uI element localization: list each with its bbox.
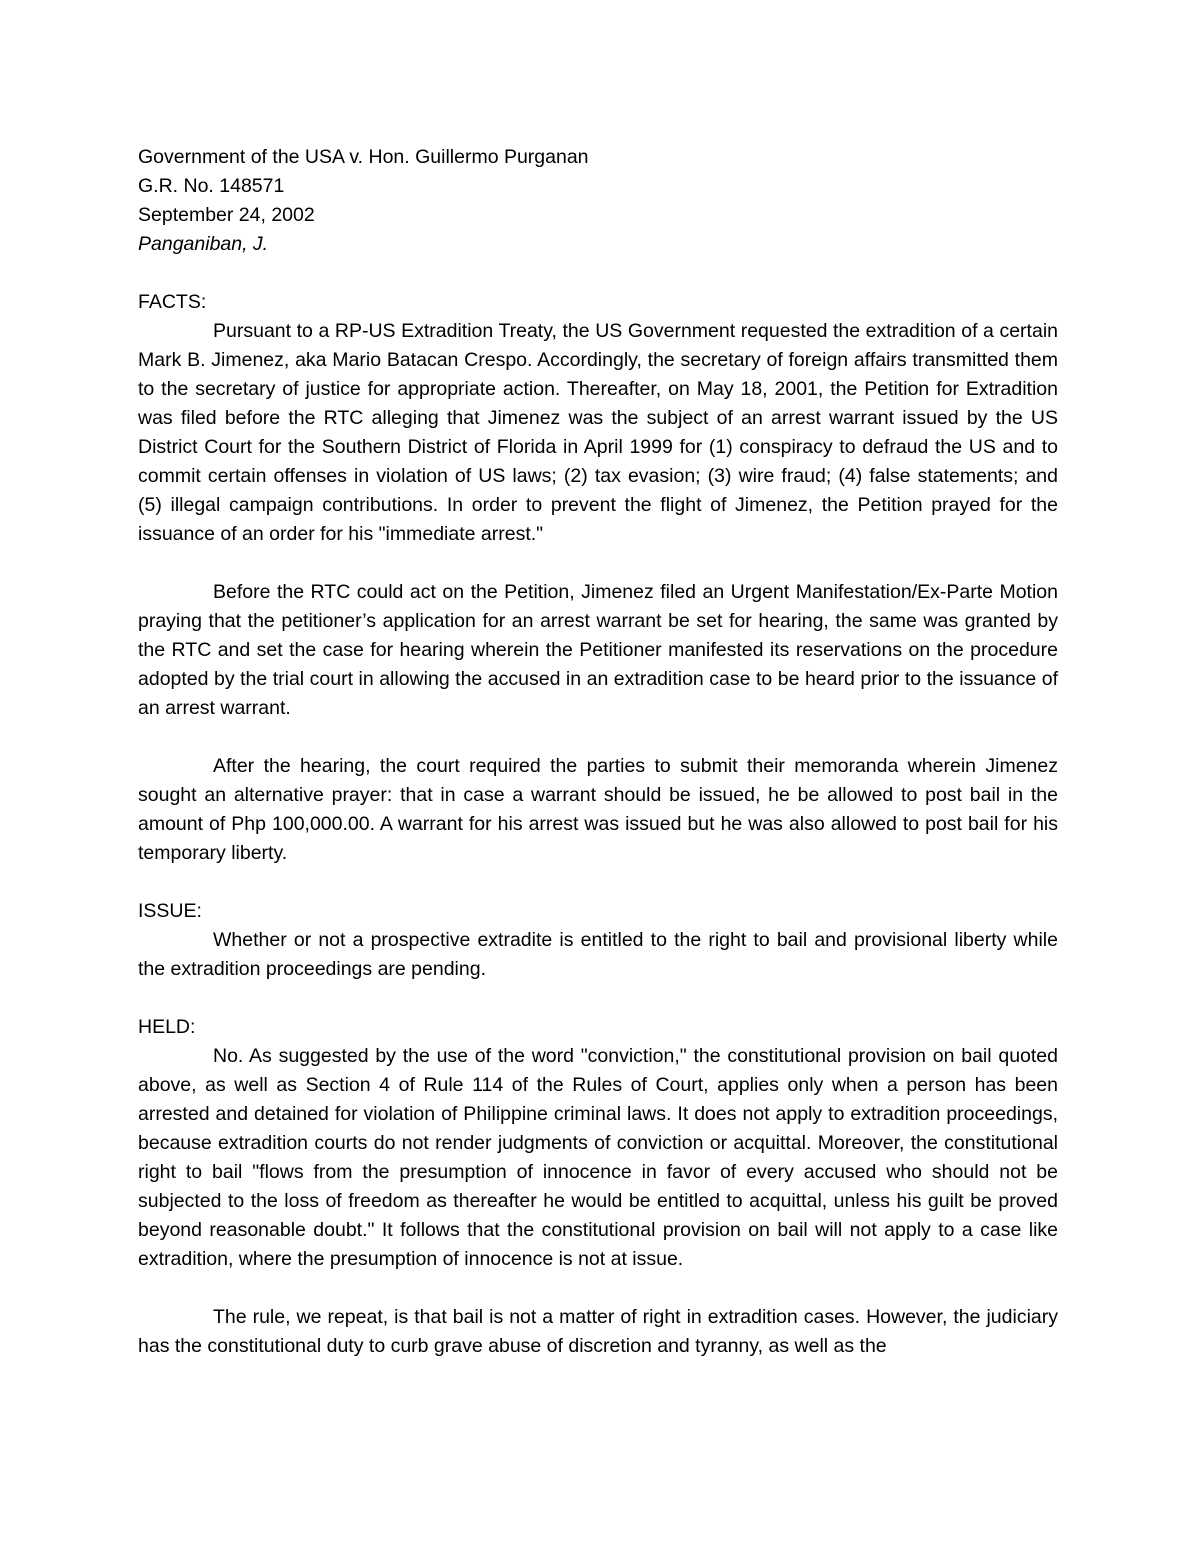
spacer xyxy=(138,984,1058,1013)
spacer xyxy=(138,1274,1058,1303)
held-paragraph-2: The rule, we repeat, is that bail is not a matter of right in extradition cases. However, the judiciary has the constitutional duty to curb grave abuse of discretion and tyranny, as well as the xyxy=(138,1306,1058,1357)
facts-paragraph-1: Pursuant to a RP-US Extradition Treaty, the US Government requested the extradition of a certain Mark B. Jimenez, aka Mario Batacan Crespo. Accordingly, the secretary of foreign affairs transmitted them to the secretary of justice for appropriate action. Thereafter, on May 18, 2001, the Petition for Extradition was filed before the RTC alleging that Jimenez was the subject of an arrest warrant issued by the US District Court for the Southern District of Florida in April 1999 for (1) conspiracy to defraud the US and to commit certain offenses in violation of US laws; (2) tax evasion; (3) wire fraud; (4) false statements; and (5) illegal campaign contributions. In order to prevent the flight of Jimenez, the Petition prayed for the issuance of an order for his "immediate arrest." xyxy=(138,320,1058,545)
spacer xyxy=(138,723,1058,752)
facts-paragraph-3: After the hearing, the court required the parties to submit their memoranda wherein Jimenez sought an alternative prayer: that in case a warrant should be issued, he be allowed to post bail in the amount of Php 100,000.00. A warrant for his arrest was issued but he was also allowed to post bail for his temporary liberty. xyxy=(138,755,1058,864)
issue-label: ISSUE: xyxy=(138,900,202,922)
held-label: HELD: xyxy=(138,1016,196,1038)
decision-date: September 24, 2002 xyxy=(138,204,315,226)
facts-label: FACTS: xyxy=(138,291,207,313)
document-body xyxy=(138,143,1058,1361)
issue-paragraph-1: Whether or not a prospective extradite is entitled to the right to bail and provisional liberty while the extradition proceedings are pending. xyxy=(138,929,1058,980)
held-paragraph-1: No. As suggested by the use of the word "conviction," the constitutional provision on bail quoted above, as well as Section 4 of Rule 114 of the Rules of Court, applies only when a person has been arrested and detained for violation of Philippine criminal laws. It does not apply to extradition proceedings, because extradition courts do not render judgments of conviction or acquittal. Moreover, the constitutional right to bail "flows from the presumption of innocence in favor of every accused who should not be subjected to the loss of freedom as thereafter he would be entitled to acquittal, unless his guilt be proved beyond reasonable doubt." It follows that the constitutional provision on bail will not apply to a case like extradition, where the presumption of innocence is not at issue. xyxy=(138,1045,1058,1270)
facts-paragraph-2: Before the RTC could act on the Petition, Jimenez filed an Urgent Manifestation/Ex-Parte Motion praying that the petitioner’s application for an arrest warrant be set for hearing, the same was granted by the RTC and set the case for hearing wherein the Petitioner manifested its reservations on the procedure adopted by the trial court in allowing the accused in an extradition case to be heard prior to the issuance of an arrest warrant. xyxy=(138,581,1058,719)
spacer xyxy=(138,259,1058,288)
spacer xyxy=(138,549,1058,578)
spacer xyxy=(138,868,1058,897)
ponente: Panganiban, J. xyxy=(138,233,269,255)
gr-number: G.R. No. 148571 xyxy=(138,175,285,197)
case-title: Government of the USA v. Hon. Guillermo Purganan xyxy=(138,146,589,168)
